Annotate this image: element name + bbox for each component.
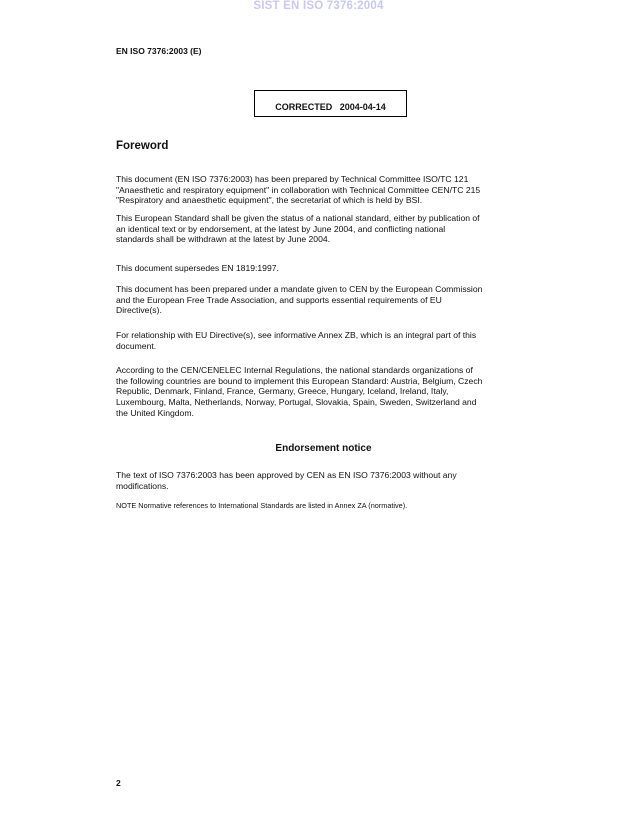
- text-line: "Respiratory and anaesthetic equipment", the secretariat of which is held by BSI.: [116, 195, 423, 206]
- text-line: The text of ISO 7376:2003 has been approved by CEN as EN ISO 7376:2003 without any: [116, 470, 457, 480]
- endorsement-paragraph: [116, 470, 457, 491]
- note: NOTE Normative references to International Standards are listed in Annex ZA (normative).: [116, 501, 408, 510]
- corrected-text: CORRECTED 2004-04-14: [275, 102, 386, 112]
- text-line: modifications.: [116, 480, 169, 491]
- text-line: Republic, Denmark, Finland, France, Germany, Greece, Hungary, Iceland, Ireland, Italy,: [116, 386, 449, 397]
- foreword-paragraph: [116, 174, 480, 206]
- text-line: "Anaesthetic and respiratory equipment" in collaboration with Technical Committee CEN/TC 215: [116, 184, 481, 195]
- text-line: According to the CEN/CENELEC Internal Regulations, the national standards organizations of: [116, 365, 473, 375]
- text-line: This document (EN ISO 7376:2003) has been prepared by Technical Committee ISO/TC 121: [116, 174, 469, 184]
- document-header: EN ISO 7376:2003 (E): [116, 46, 202, 56]
- text-line: and the European Free Trade Association, and supports essential requirements of EU: [116, 294, 442, 305]
- text-line: the United Kingdom.: [116, 407, 194, 418]
- foreword-paragraph: [116, 365, 482, 419]
- corrected-stamp: [254, 90, 407, 117]
- text-line: For relationship with EU Directive(s), see informative Annex ZB, which is an integral part of this: [116, 330, 477, 340]
- foreword-paragraph: [116, 263, 279, 274]
- text-line: Luxembourg, Malta, Netherlands, Norway, Portugal, Slovakia, Spain, Sweden, Switzerland and: [116, 397, 477, 408]
- foreword-paragraph: [116, 213, 480, 245]
- text-line: the following countries are bound to implement this European Standard: Austria, Belgium, Czech: [116, 375, 483, 386]
- foreword-heading: Foreword: [116, 140, 169, 152]
- watermark: SIST EN ISO 7376:2004: [253, 0, 384, 12]
- text-line: This European Standard shall be given the status of a national standard, either by publication of: [116, 213, 480, 223]
- text-line: This document has been prepared under a mandate given to CEN by the European Commission: [116, 284, 483, 294]
- text-line: an identical text or by endorsement, at the latest by June 2004, and conflicting national: [116, 223, 446, 234]
- text-line: This document supersedes EN 1819:1997.: [116, 263, 279, 273]
- endorsement-heading: Endorsement notice: [275, 443, 372, 454]
- text-line: document.: [116, 340, 157, 351]
- text-line: Directive(s).: [116, 305, 162, 316]
- foreword-paragraph: [116, 284, 482, 316]
- page-number: 2: [116, 778, 121, 788]
- foreword-paragraph: [116, 330, 476, 351]
- text-line: standards shall be withdrawn at the latest by June 2004.: [116, 234, 331, 245]
